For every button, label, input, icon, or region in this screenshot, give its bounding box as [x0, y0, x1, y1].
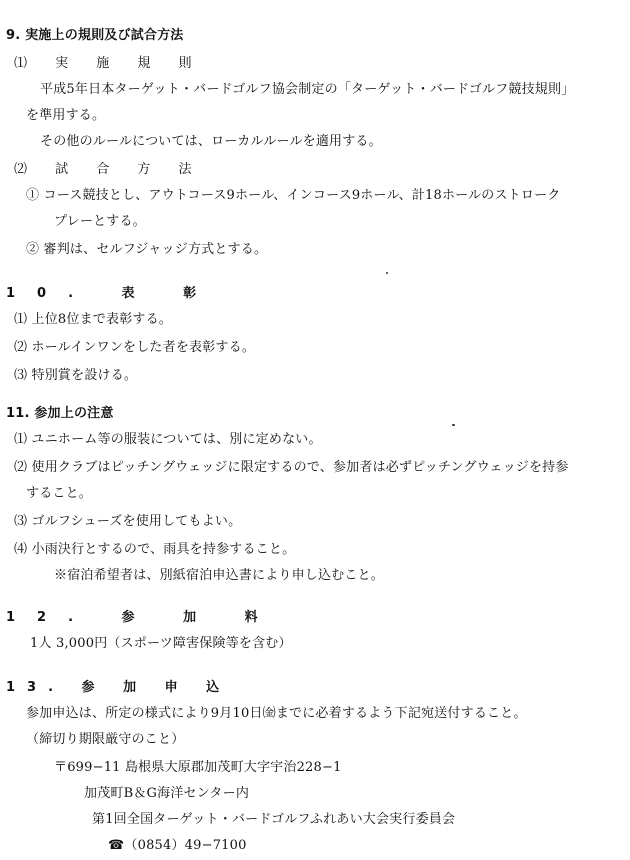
section-13-org1: 加茂町B＆G海洋センター内	[84, 786, 250, 801]
section-9-sub1-line3: その他のルールについては、ローカルルールを適用する。	[40, 134, 382, 149]
section-9-item1-line2: プレーとする。	[54, 214, 146, 229]
section-9-heading: 9. 実施上の規則及び試合方法	[6, 28, 184, 43]
section-11-item1: ⑴ ユニホーム等の服装については、別に定めない。	[14, 432, 322, 447]
section-9-sub1-line2: を準用する。	[26, 108, 106, 123]
section-9-item1-line1: ① コース競技とし、アウトコース9ホール、インコース9ホール、計18ホールのストローク	[26, 188, 561, 203]
section-9-item2: ② 審判は、セルフジャッジ方式とする。	[26, 242, 268, 257]
section-10-item2: ⑵ ホールインワンをした者を表彰する。	[14, 340, 256, 355]
section-9-sub1-line1: 平成5年日本ターゲット・バードゴルフ協会制定の「ターゲット・バードゴルフ競技規則」	[40, 82, 575, 97]
scan-speck	[386, 272, 388, 274]
section-11-item2-line2: すること。	[26, 486, 93, 501]
section-13-line1: 参加申込は、所定の様式により9月10日㈮までに必着するよう下記宛送付すること。	[26, 706, 527, 721]
section-13-tel: ☎（0854）49−7100	[108, 838, 247, 853]
section-11-note: ※宿泊希望者は、別紙宿泊申込書により申し込むこと。	[54, 568, 385, 583]
section-11-item4: ⑷ 小雨決行とするので、雨具を持参すること。	[14, 542, 296, 557]
section-9-sub1-label: ⑴ 実 施 規 則	[14, 56, 204, 71]
section-10-item1: ⑴ 上位8位まで表彰する。	[14, 312, 173, 327]
section-11-item2-line1: ⑵ 使用クラブはピッチングウェッジに限定するので、参加者は必ずピッチングウェッジを持参	[14, 460, 569, 475]
section-10-item3: ⑶ 特別賞を設ける。	[14, 368, 138, 383]
section-10-heading: 10. 表 彰	[6, 286, 219, 301]
section-11-heading: 11. 参加上の注意	[6, 406, 114, 421]
section-13-address: 〒699−11 島根県大原郡加茂町大字宇治228−1	[54, 760, 342, 775]
section-13-org2: 第1回全国ターゲット・バードゴルフふれあい大会実行委員会	[92, 812, 456, 827]
section-13-heading: 13. 参 加 申 込	[6, 680, 232, 695]
section-13-line2: （締切り期限厳守のこと）	[26, 732, 185, 747]
section-12-fee: 1人 3,000円（スポーツ障害保険等を含む）	[30, 636, 292, 651]
section-11-item3: ⑶ ゴルフシューズを使用してもよい。	[14, 514, 242, 529]
section-9-sub2-label: ⑵ 試 合 方 法	[14, 162, 204, 177]
scan-speck	[452, 424, 455, 426]
section-12-heading: 12. 参 加 料	[6, 610, 280, 625]
